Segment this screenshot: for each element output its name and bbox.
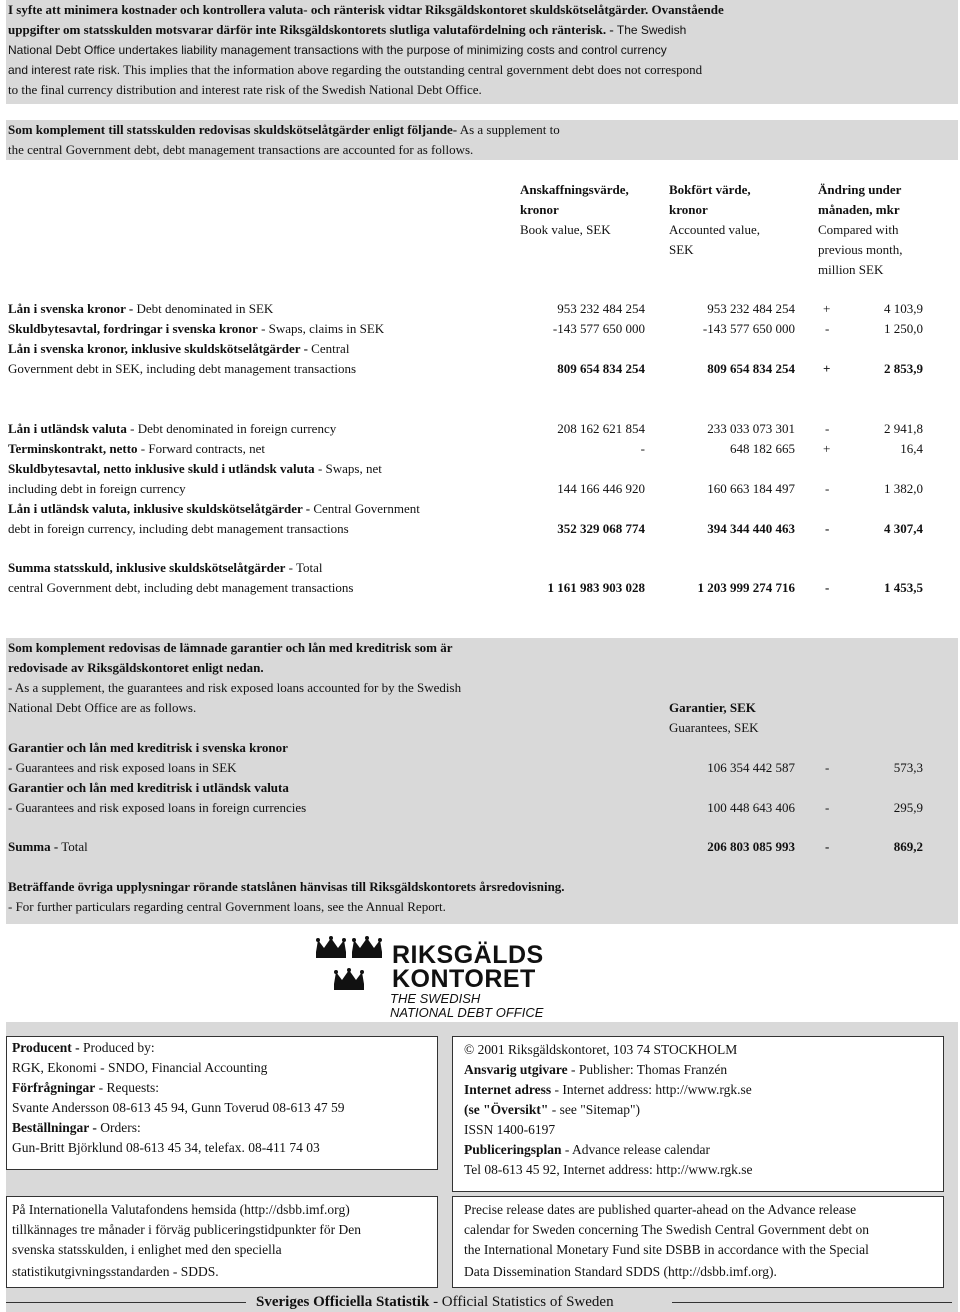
guarantees-fx-en: - Guarantees and risk exposed loans in foreign currencies [8, 800, 307, 815]
row-grand-total-acc: 1 203 999 274 716 [697, 580, 795, 595]
row-sek-swaps-book: -143 577 650 000 [552, 321, 645, 336]
sitemap-label-sv: (se "Översikt" [464, 1102, 549, 1117]
publisher-line-3 [464, 1080, 752, 1100]
row-sek-debt-en: Debt denominated in SEK [133, 301, 274, 316]
guarantees-intro-sv-1: Som komplement redovisas de lämnade garantier och lån med kreditrisk som är [8, 640, 453, 655]
intro-line-3: National Debt Office undertakes liability management transactions with the purpose of minimizing costs and control currency [8, 43, 667, 57]
publisher-line-2 [464, 1060, 727, 1080]
guarantees-total-chg: 869,2 [893, 839, 923, 854]
row-sek-swaps-sv: Skuldbytesavtal, fordringar i svenska kronor [8, 321, 258, 336]
producer-line-5 [12, 1118, 141, 1138]
row-forward-acc: 648 182 665 [730, 441, 795, 456]
row-sek-swaps-chg: 1 250,0 [884, 321, 923, 336]
row-fx-swaps-acc: 160 663 184 497 [707, 481, 795, 496]
guarantees-fx-sign: - [825, 800, 830, 815]
row-sek-debt-label [8, 299, 273, 319]
col1-header-sv1: Anskaffningsvärde, [520, 182, 629, 197]
guarantees-col-en: Guarantees, SEK [669, 720, 759, 735]
row-sek-total-book: 809 654 834 254 [557, 361, 645, 376]
row-grand-total-en: - Total [285, 560, 323, 575]
row-sek-debt-sign: + [823, 301, 831, 316]
imf-en-line-1: Precise release dates are published quarter-ahead on the Advance release [464, 1202, 857, 1217]
sitemap-label-en: - see "Sitemap") [548, 1102, 640, 1117]
row-fx-debt-sign: - [825, 421, 830, 436]
guarantees-sek-sign: - [825, 760, 830, 775]
row-grand-total-label-2: central Government debt, including debt management transactions [8, 580, 354, 595]
row-grand-total-book: 1 161 983 903 028 [547, 580, 645, 595]
producer-line-4: Svante Andersson 08-613 45 94, Gunn Toverud 08-613 47 59 [12, 1100, 345, 1115]
row-fx-debt-acc: 233 033 073 301 [707, 421, 795, 436]
supplement-line-2: the central Government debt, debt management transactions are accounted for as follows. [8, 142, 474, 157]
publisher-line-7: Tel 08-613 45 92, Internet address: http://www.rgk.se [464, 1162, 753, 1177]
row-sek-debt-acc: 953 232 484 254 [707, 301, 795, 316]
imf-sv-line-3: svenska statsskulden, i enlighet med den speciella [12, 1242, 282, 1257]
orders-label-sv: Beställningar - [12, 1120, 97, 1135]
row-forward-sv: Terminskontrakt, netto [8, 441, 138, 456]
logo-sub-1: THE SWEDISH [390, 991, 481, 1006]
row-fx-total-acc: 394 344 440 463 [707, 521, 795, 536]
row-sek-total-en: Central [307, 341, 350, 356]
row-sek-swaps-sign: - [825, 321, 830, 336]
guarantees-fx-chg: 295,9 [893, 800, 923, 815]
row-fx-total-book: 352 329 068 774 [557, 521, 645, 536]
intro-sv-1: I syfte att minimera kostnader och kontrollera valuta- och ränterisk vidtar Riksgäldskontoret skuldskötselåtgärder. Ovanstående [8, 2, 724, 17]
row-fx-debt-chg: 2 941,8 [884, 421, 923, 436]
row-fx-debt-sv: Lån i utländsk valuta [8, 421, 127, 436]
row-fx-debt-en: - Debt denominated in foreign currency [126, 421, 337, 436]
guarantees-intro-sv-2: redovisade av Riksgäldskontoret enligt nedan. [8, 660, 264, 675]
row-fx-total-sv: Lån i utländsk valuta, inklusive skuldskötselåtgärder - [8, 501, 311, 516]
publisher-line-1: © 2001 Riksgäldskontoret, 103 74 STOCKHOLM [464, 1042, 738, 1057]
row-forward-chg: 16,4 [900, 441, 923, 456]
guarantees-col-sv: Garantier, SEK [669, 700, 756, 715]
row-sek-debt-sv: Lån i svenska kronor - [8, 301, 134, 316]
guarantees-sek-sv: Garantier och lån med kreditrisk i svenska kronor [8, 740, 288, 755]
publisher-label-sv: Ansvarig utgivare [464, 1062, 568, 1077]
producer-label-en: Produced by: [79, 1040, 155, 1055]
row-fx-total-sign: - [825, 521, 830, 536]
requests-label-sv: Förfrågningar [12, 1080, 96, 1095]
row-grand-total-sign: - [825, 580, 830, 595]
guarantees-total-label [8, 837, 88, 857]
supplement-sv: Som komplement till statsskulden redovisas skuldskötselåtgärder enligt följande- [8, 122, 458, 137]
publisher-label-en: - Publisher: Thomas Franzén [567, 1062, 728, 1077]
producer-line-3 [12, 1078, 159, 1098]
intro-sv-2: uppgifter om statsskulden motsvarar därför inte Riksgäldskontorets slutliga valutafördelning och ränterisk. - [8, 22, 614, 37]
row-grand-total-chg: 1 453,5 [884, 580, 923, 595]
imf-en-line-4: Data Dissemination Standard SDDS (http://dsbb.imf.org). [464, 1264, 777, 1279]
requests-label-en: - Requests: [95, 1080, 159, 1095]
row-sek-total-acc: 809 654 834 254 [707, 361, 795, 376]
col2-header-en1: Accounted value, [669, 222, 760, 237]
intro-line-1 [8, 0, 724, 20]
intro-en-4b: This implies that the information above regarding the outstanding central government debt does not correspond [120, 62, 703, 77]
producer-line-1 [12, 1038, 155, 1058]
logo-name-2: KONTORET [392, 965, 536, 993]
intro-line-4 [8, 60, 702, 80]
further-info-en: - For further particulars regarding central Government loans, see the Annual Report. [8, 899, 446, 914]
producer-line-6: Gun-Britt Björklund 08-613 45 34, telefax. 08-411 74 03 [12, 1140, 320, 1155]
row-fx-total-label-2: debt in foreign currency, including debt management transactions [8, 521, 349, 536]
row-sek-debt-chg: 4 103,9 [884, 301, 923, 316]
row-fx-debt-book: 208 162 621 854 [557, 421, 645, 436]
intro-line-2 [8, 20, 686, 40]
row-fx-total-chg: 4 307,4 [884, 521, 923, 536]
row-sek-debt-book: 953 232 484 254 [557, 301, 645, 316]
guarantees-intro-en-1: - As a supplement, the guarantees and risk exposed loans accounted for by the Swedish [8, 680, 462, 695]
official-stats-en: - Official Statistics of Sweden [429, 1294, 614, 1310]
row-fx-swaps-sv: Skuldbytesavtal, netto inklusive skuld i utländsk valuta [8, 461, 315, 476]
col3-header-sv2: månaden, mkr [818, 202, 900, 217]
guarantees-fx-sv: Garantier och lån med kreditrisk i utländsk valuta [8, 780, 289, 795]
supplement-line-1 [8, 120, 560, 140]
internet-address-link[interactable]: - Internet address: http://www.rgk.se [551, 1082, 752, 1097]
supplement-en-1: As a supplement to [457, 122, 560, 137]
guarantees-fx-value: 100 448 643 406 [707, 800, 795, 815]
row-fx-total-label-1 [8, 499, 420, 519]
col2-header-en2: SEK [669, 242, 694, 257]
row-fx-total-en: Central Government [310, 501, 420, 516]
row-forward-en: - Forward contracts, net [137, 441, 265, 456]
imf-sv-line-4: statistikutgivningsstandarden - SDDS. [12, 1264, 219, 1279]
guarantees-sek-en: - Guarantees and risk exposed loans in SEK [8, 760, 237, 775]
logo-sub-2: NATIONAL DEBT OFFICE [390, 1005, 544, 1020]
row-fx-swaps-en: - Swaps, net [314, 461, 382, 476]
row-fx-swaps-label-2: including debt in foreign currency [8, 481, 186, 496]
row-grand-total-label-1 [8, 558, 323, 578]
guarantees-intro-en-2: National Debt Office are as follows. [8, 700, 197, 715]
row-sek-swaps-en: - Swaps, claims in SEK [257, 321, 385, 336]
official-stats [252, 1292, 618, 1312]
col2-header-sv2: kronor [669, 202, 708, 217]
col1-header-sv2: kronor [520, 202, 559, 217]
publisher-line-5: ISSN 1400-6197 [464, 1122, 556, 1137]
guarantees-total-sign: - [825, 839, 830, 854]
official-stats-rule-right [672, 1302, 952, 1303]
row-grand-total-sv: Summa statsskuld, inklusive skuldskötselåtgärder [8, 560, 286, 575]
row-fx-swaps-chg: 1 382,0 [884, 481, 923, 496]
producer-label-sv: Producent - [12, 1040, 80, 1055]
guarantees-sek-chg: 573,3 [893, 760, 923, 775]
row-sek-total-label-2: Government debt in SEK, including debt management transactions [8, 361, 357, 376]
row-sek-total-chg: 2 853,9 [884, 361, 923, 376]
row-sek-total-sv: Lån i svenska kronor, inklusive skuldskötselåtgärder - [8, 341, 308, 356]
col2-header-sv1: Bokfört värde, [669, 182, 751, 197]
col3-header-en3: million SEK [818, 262, 884, 277]
row-sek-total-sign: + [823, 361, 831, 376]
intro-en-2: The Swedish [613, 23, 687, 37]
guarantees-sek-value: 106 354 442 587 [707, 760, 795, 775]
guarantees-total-sv: Summa - [8, 839, 59, 854]
col1-header-en: Book value, SEK [520, 222, 611, 237]
publisher-line-6 [464, 1140, 710, 1160]
row-fx-swaps-book: 144 166 446 920 [557, 481, 645, 496]
col3-header-sv1: Ändring under [818, 182, 902, 197]
col3-header-en2: previous month, [818, 242, 903, 257]
crowns-logo-icon [312, 936, 388, 998]
imf-sv-line-1: På Internationella Valutafondens hemsida (http://dsbb.imf.org) [12, 1202, 350, 1217]
further-info-sv: Beträffande övriga upplysningar rörande statslånen hänvisas till Riksgäldskontorets årsredovisning. [8, 879, 565, 894]
logo-name-1: RIKSGÄLDS [392, 941, 544, 969]
internet-label-sv: Internet adress [464, 1082, 552, 1097]
intro-en-4: and interest rate risk. [8, 63, 121, 77]
imf-sv-line-2: tillkännages tre månader i förväg publiceringstidpunkter för Den [12, 1222, 362, 1237]
row-fx-debt-label [8, 419, 336, 439]
col3-header-en1: Compared with [818, 222, 899, 237]
official-stats-sv: Sveriges Officiella Statistik [256, 1294, 430, 1310]
publisher-line-4 [464, 1100, 640, 1120]
row-sek-swaps-acc: -143 577 650 000 [702, 321, 795, 336]
imf-en-line-2: calendar for Sweden concerning The Swedish Central Government debt on [464, 1222, 869, 1237]
guarantees-total-en: Total [58, 839, 88, 854]
row-fx-swaps-label-1 [8, 459, 382, 479]
row-sek-swaps-label [8, 319, 384, 339]
producer-line-2: RGK, Ekonomi - SNDO, Financial Accounting [12, 1060, 268, 1075]
row-fx-swaps-sign: - [825, 481, 830, 496]
guarantees-total-value: 206 803 085 993 [707, 839, 795, 854]
release-calendar-label-en: - Advance release calendar [561, 1142, 710, 1157]
imf-en-line-3: the International Monetary Fund site DSBB in accordance with the Special [464, 1242, 869, 1257]
row-sek-total-label-1 [8, 339, 349, 359]
row-forward-label [8, 439, 265, 459]
row-forward-sign: + [823, 441, 831, 456]
official-stats-rule-left [6, 1302, 246, 1303]
intro-line-5: to the final currency distribution and interest rate risk of the Swedish National Debt Office. [8, 82, 482, 97]
orders-label-en: Orders: [96, 1120, 141, 1135]
release-calendar-label-sv: Publiceringsplan [464, 1142, 562, 1157]
row-forward-book: - [640, 441, 645, 456]
